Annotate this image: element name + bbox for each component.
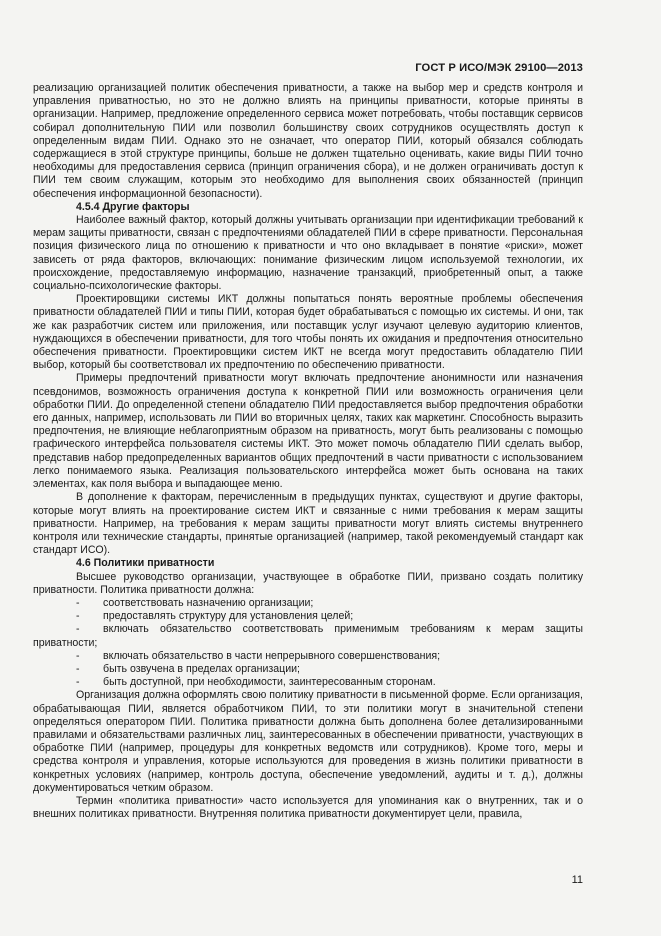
section-heading-4-5-4: 4.5.4 Другие факторы: [76, 200, 190, 213]
list-item-text: соответствовать назначению организации;: [103, 596, 314, 609]
paragraph: Высшее руководство организации, участвующее в обработке ПИИ, призвано создать политику приватности. Политика приватности должна:: [33, 570, 583, 596]
list-marker: -: [76, 596, 80, 609]
paragraph: Примеры предпочтений приватности могут включать предпочтение анонимности или назначения псевдонимов, возможность ограничения доступа к конкретной ПИИ или возможность ограничения цели обработки ПИИ. До определенной степени обладателю ПИИ предоставляется выбор предпочтения обработки его данных, например, использовать ли ПИИ во вторичных целях, таких как маркетинг. Способность выразить предпочтения, не влияющие неблагоприятным образом на приватность, могут быть реализованы с помощью графического интерфейса пользователя системы ИКТ. Это может помочь обладателю ПИИ сделать выбор, представив набор предопределенных вариантов общих предпочтений в части приватности с использованием легко понимаемого языка. Реализация пользовательского интерфейса может быть основана на таких элементах, как поля выбора и выпадающее меню.: [33, 372, 583, 491]
list-item: [33, 663, 583, 676]
list-marker: -: [76, 623, 80, 636]
list-marker: -: [76, 676, 80, 689]
section-heading-4-6: 4.6 Политики приватности: [76, 557, 215, 570]
list-item: [33, 610, 583, 623]
paragraph: В дополнение к факторам, перечисленным в предыдущих пунктах, существуют и другие факторы, которые могут влиять на проектирование систем ИКТ и связанные с ними требования к мерам защиты приватности. Например, на требования к мерам защиты приватности могут влиять системы внутреннего контроля или технические стандарты, принятые организацией (например, такой рекомендуемый стандарт как стандарт ИСО).: [33, 491, 583, 557]
list-marker: -: [76, 610, 80, 623]
list-item-text: быть доступной, при необходимости, заинтересованным сторонам.: [103, 676, 436, 689]
list-item-text: включать обязательство в части непрерывного совершенствования;: [103, 649, 441, 662]
list-item-text: включать обязательство соответствовать применимым требованиям к мерам защиты приватности;: [33, 623, 583, 649]
paragraph: Наиболее важный фактор, который должны учитывать организации при идентификации требований к мерам защиты приватности, связан с предпочтениями обладателей ПИИ в сфере приватности. Персональная позиция физического лица по отношению к приватности и что оно вкладывает в понятие «риски», может зависеть от ряда факторов, включающих: понимание физическим лицом используемой технологии, их происхождение, предоставляемую информацию, назначение транзакций, приобретенный опыт, а также социально-психологические факторы.: [33, 214, 583, 293]
list-marker: -: [76, 662, 80, 675]
paragraph: Термин «политика приватности» часто используется для упоминания как о внутренних, так и о внешних политиках приватности. Внутренняя политика приватности документирует цели, правила,: [33, 794, 583, 821]
document-header: ГОСТ Р ИСО/МЭК 29100—2013: [415, 62, 583, 74]
list-item: [33, 650, 583, 663]
list-item: [33, 676, 583, 689]
paragraph: Организация должна оформлять свою политику приватности в письменной форме. Если организация, обрабатывающая ПИИ, является обработчиком ПИИ, то эти политики могут в значительной степени определяться оператором ПИИ. Политика приватности должна быть дополнена более детализированными правилами и обязательствами различных лиц, заинтересованных в обеспечении приватности, участвующих в обработке ПИИ (например, процедуры для конкретных ведомств или сотрудников). Кроме того, меры и средства контроля и управления, которые используются для проведения в жизнь политики приватности в конкретных условиях (например, контроль доступа, обеспечение уведомлений, аудиты и т. д.), должны документироваться четким образом.: [33, 689, 583, 794]
list-marker: -: [76, 649, 80, 662]
paragraph-continuation: реализацию организацией политик обеспечения приватности, а также на выбор мер и средств контроля и управления приватностью, но это не должно влиять на принципы приватности, которые приняты в организации. Например, предложение определенного сервиса может потребовать, чтобы поставщик сервисов собирал дополнительную ПИИ или позволил большинству своих сотрудников осуществлять доступ к определенным видам ПИИ. Однако это не означает, что оператор ПИИ, который обязался соблюдать содержащиеся в этой структуре принципы, больше не должен тщательно оценивать, какие виды ПИИ точно необходимы для предоставления сервиса (принцип ограничения сбора), и не должен ограничивать доступ к ПИИ тем своим служащим, которым это необходимо для выполнения своих обязанностей (принцип обеспечения информационной безопасности).: [33, 82, 583, 200]
list-item-text: предоставлять структуру для установления целей;: [103, 610, 354, 623]
list-item-text: быть озвучена в пределах организации;: [103, 662, 300, 675]
list-item: [33, 623, 583, 649]
page-number: 11: [571, 874, 583, 886]
list-item: [33, 597, 583, 610]
paragraph: Проектировщики системы ИКТ должны попытаться понять вероятные проблемы обеспечения приватности обладателей ПИИ и типы ПИИ, которая будет обрабатываться с помощью их системы. И они, так же как разработчик систем или приложения, или поставщик услуг изучают целевую аудиторию клиентов, нуждающихся в обеспечении приватности, для того чтобы понять их ожидания и предпочтения относительно обеспечения приватности. Проектировщики систем ИКТ не всегда могут предоставить обладателю ПИИ выбор, который бы соответствовал их предпочтению по обеспечению приватности.: [33, 293, 583, 372]
document-body: [33, 82, 583, 821]
